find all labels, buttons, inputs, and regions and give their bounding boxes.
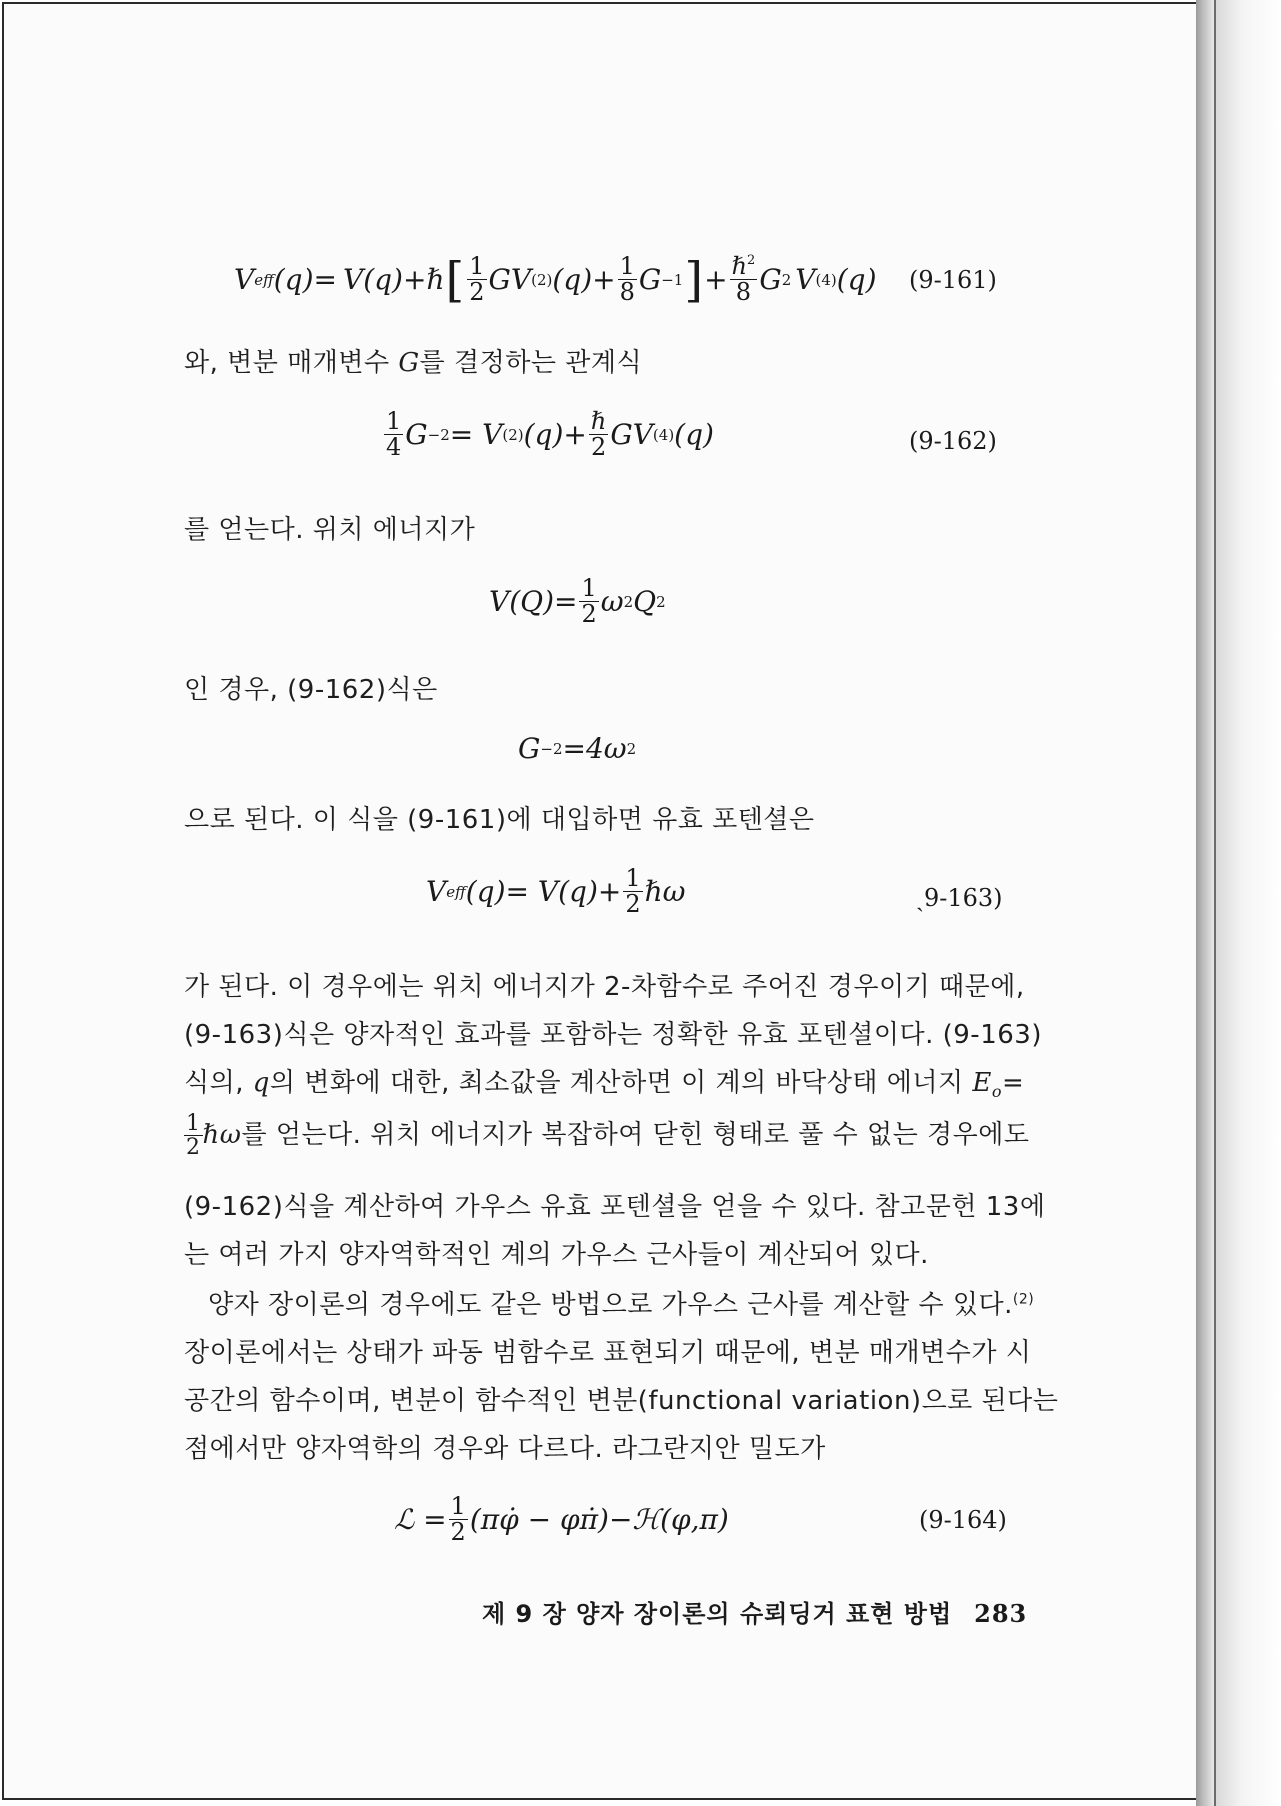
equation-number: (9-162)	[909, 427, 997, 455]
text-line: (9-163)식은 양자적인 효과를 포함하는 정확한 유효 포텐셜이다. (9-163)	[184, 1020, 1042, 1050]
text-line: 와, 변분 매개변수 G를 결정하는 관계식	[184, 348, 643, 378]
page-footer	[482, 1594, 1027, 1629]
equation-number: ˎ9-163)	[916, 884, 1003, 912]
equation-9-161: V eff (q)= V(q)+ ℏ [ $\frac{1}{2}$ GV (2) (q)+ $\frac{1}{8}$ G −1 ] + $\frac{\hbar^2}{8}$ G 2 V (4) (q)	[234, 251, 877, 308]
page-edge	[1196, 0, 1216, 1806]
text-line: 가 된다. 이 경우에는 위치 에너지가 2-차함수로 주어진 경우이기 때문에,	[184, 972, 1025, 1002]
fraction-hbar-squared: $\frac{\hbar^2}{8}$	[731, 252, 756, 307]
text-line: 공간의 함수이며, 변분이 함수적인 변분(functional variation)으로 된다는	[184, 1386, 1059, 1416]
page-number: 283	[974, 1599, 1028, 1628]
equation-potential: V(Q)= $\frac{1}{2}$ ω 2 Q 2	[489, 574, 666, 629]
text-line: 식의, q의 변화에 대한, 최소값을 계산하면 이 계의 바닥상태 에너지 $E_o=$	[184, 1068, 1025, 1102]
equation-number: (9-161)	[909, 266, 997, 294]
text-line: 는 여러 가지 양자역학적인 계의 가우스 근사들이 계산되어 있다.	[184, 1240, 929, 1270]
text-line: (9-162)식을 계산하여 가우스 유효 포텐셜을 얻을 수 있다. 참고문헌 13에	[184, 1192, 1046, 1222]
equation-9-162: $\frac{1}{4}$ G −2 = V (2) (q)+ $\frac{\text{ℏ}}{2}$ GV (4) (q)	[386, 407, 714, 462]
page-shadow	[1216, 0, 1281, 1806]
text-line: $\frac{1}{2}$ ℏω를 얻는다. 위치 에너지가 복잡하여 닫힌 형태로 풀 수 없는 경우에도	[186, 1111, 1030, 1161]
text-line: 점에서만 양자역학의 경우와 다르다. 라그란지안 밀도가	[184, 1434, 826, 1464]
equation-number: (9-164)	[919, 1506, 1007, 1534]
fraction-half: $\frac{1}{2}$	[469, 252, 485, 307]
fraction-eighth: $\frac{1}{8}$	[619, 252, 635, 307]
book-page	[2, 2, 1210, 1800]
text-line: 양자 장이론의 경우에도 같은 방법으로 가우스 근사를 계산할 수 있다.$^{(2)}$	[208, 1290, 1035, 1320]
text-line: 으로 된다. 이 식을 (9-161)에 대입하면 유효 포텐셜은	[184, 805, 815, 835]
chapter-title: 제 9 장 양자 장이론의 슈뢰딩거 표현 방법	[482, 1600, 953, 1628]
equation-9-164: ℒ = $\frac{1}{2}$ (πφ̇ − φπ̇)−ℋ(φ,π)	[394, 1492, 729, 1547]
text-line: 인 경우, (9-162)식은	[184, 675, 438, 705]
equation-9-163: V eff (q)= V(q)+ $\frac{1}{2}$ ℏω	[426, 864, 686, 919]
footnote-ref: (2)	[1012, 1291, 1035, 1308]
text-line: 를 얻는다. 위치 에너지가	[184, 515, 476, 545]
text-line: 장이론에서는 상태가 파동 범함수로 표현되기 때문에, 변분 매개변수가 시	[184, 1338, 1032, 1368]
equation-g: G −2 =4ω 2	[518, 732, 637, 765]
